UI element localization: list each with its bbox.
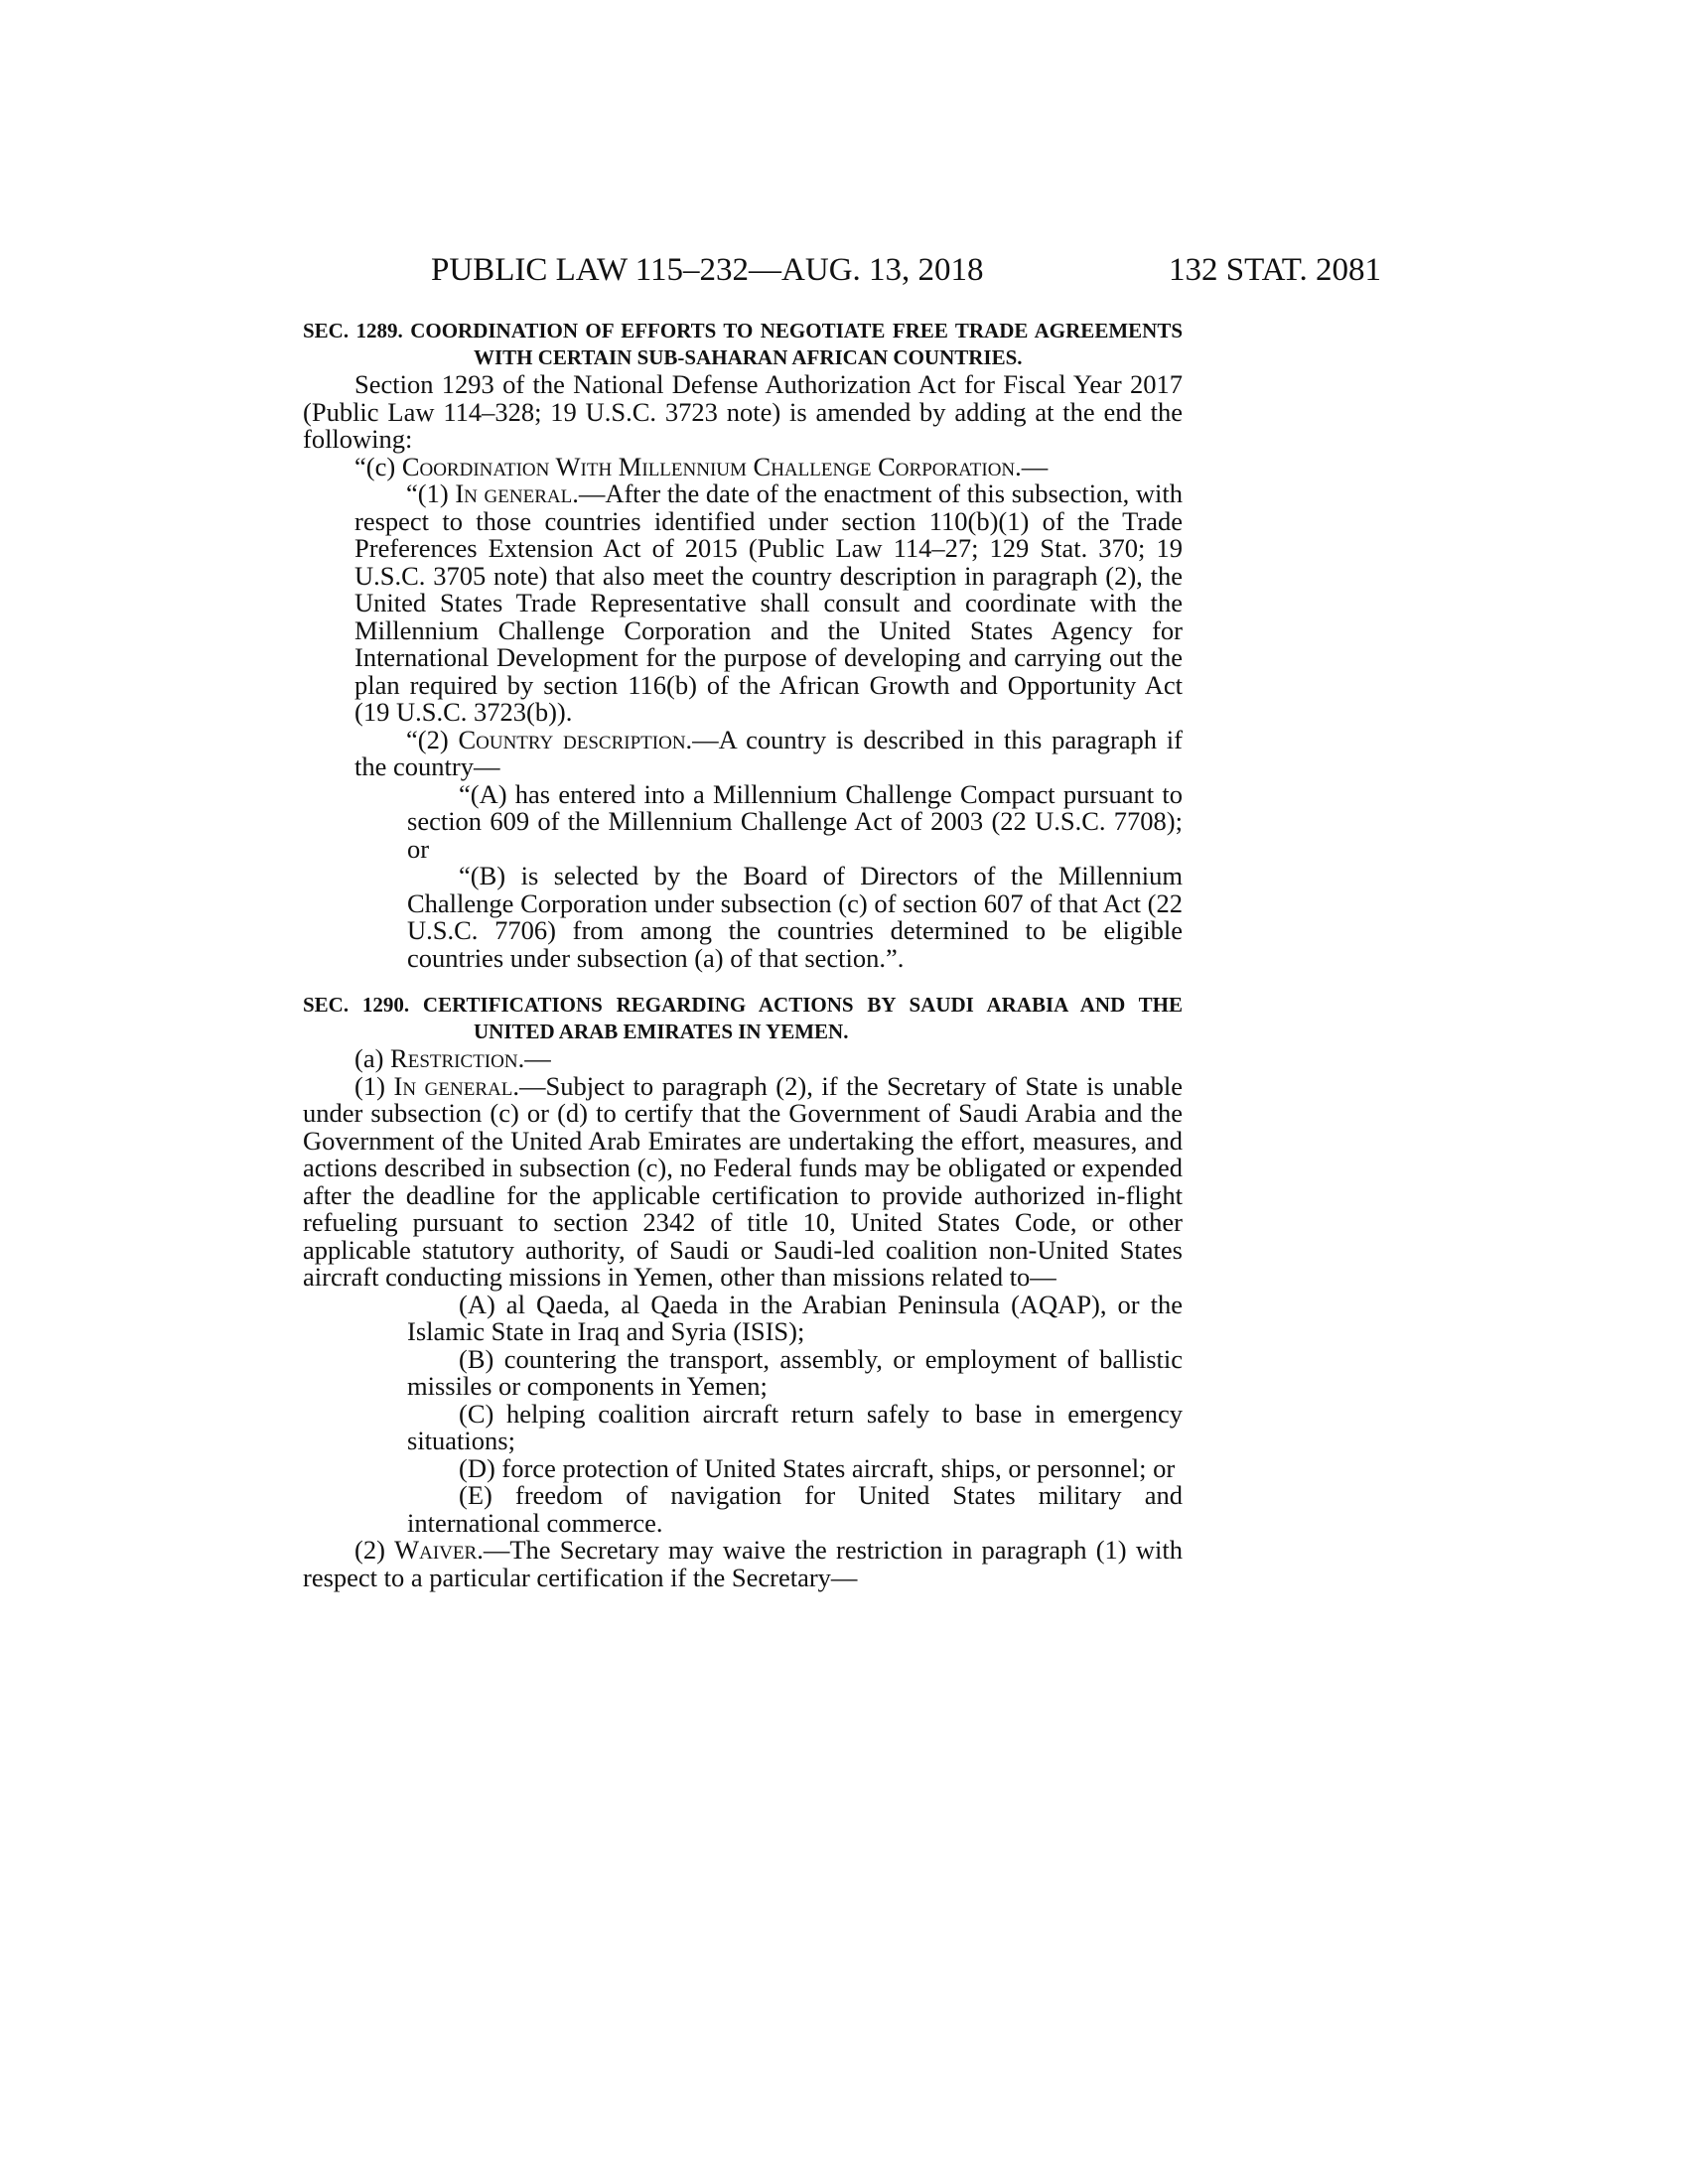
stat-page-number: 132 STAT. 2081 — [1168, 252, 1381, 288]
paragraph-2-heading: Country description — [458, 724, 686, 754]
subsection-a-title: Restriction — [390, 1043, 518, 1073]
restriction-paragraph-1-heading: In general — [393, 1070, 513, 1101]
running-head — [303, 250, 1381, 290]
mission-b: (B) countering the transport, assembly, or employment of ballistic missiles or components in Yemen; — [407, 1343, 1183, 1401]
section-number: SEC. 1290. — [303, 993, 410, 1017]
section-number: SEC. 1289. — [303, 319, 403, 342]
page-title: PUBLIC LAW 115–232—AUG. 13, 2018 — [431, 252, 984, 288]
section-1289-heading — [303, 318, 1183, 371]
mission-d: (D) force protection of United States aircraft, ships, or personnel; or — [459, 1452, 1176, 1483]
waiver-heading: Waiver — [394, 1535, 478, 1565]
subparagraph-a: “(A) has entered into a Millennium Challenge Compact pursuant to section 609 of the Millennium Challenge Act of 2003 (22 U.S.C. 7708); or — [407, 778, 1183, 864]
section-title: CERTIFICATIONS REGARDING ACTIONS BY SAUDI ARABIA AND THE UNITED ARAB EMIRATES IN YEMEN. — [422, 993, 1183, 1043]
mission-c: (C) helping coalition aircraft return safely to base in emergency situations; — [407, 1398, 1183, 1455]
document-body — [303, 318, 1183, 1591]
mission-a: (A) al Qaeda, al Qaeda in the Arabian Peninsula (AQAP), or the Islamic State in Iraq and Syria (ISIS); — [407, 1289, 1183, 1346]
paragraph-1: “(1) In general.—After the date of the enactment of this subsection, with respect to those countries identified under section 110(b)(1) of the Trade Preferences Extension Act of 2015 (Public Law 114–27; 129 Stat. 370; 19 U.S.C. 3705 note) that also meet the country description in paragraph (2), the United States Trade Representative shall consult and coordinate with the Millennium Challenge Corporation and the United States Agency for International Development for the purpose of developing and carrying out the plan required by section 116(b) of the African Growth and Opportunity Act (19 U.S.C. 3723(b)). — [354, 478, 1184, 727]
subsection-c-title: Coordination With Millennium Challenge Corporation — [401, 451, 1016, 481]
section-1290-heading — [303, 992, 1183, 1045]
section-1289-intro: Section 1293 of the National Defense Authorization Act for Fiscal Year 2017 (Public Law 114–328; 19 U.S.C. 3723 note) is amended by adding at the end the following: — [303, 369, 1183, 454]
subsection-a-heading: (a) Restriction.— — [354, 1043, 551, 1073]
section-gap — [303, 972, 1183, 992]
restriction-paragraph-1: (1) In general.—Subject to paragraph (2), if the Secretary of State is unable under subsection (c) or (d) to certify that the Government of Saudi Arabia and the Government of the United Arab Emirates are undertaking the effort, measures, and actions described in subsection (c), no Federal funds may be obligated or expended after the deadline for the applicable certification to provide authorized in-flight refueling pursuant to section 2342 of title 10, United States Code, or other applicable statutory authority, of Saudi or Saudi-led coalition non-United States aircraft conducting missions in Yemen, other than missions related to— — [303, 1070, 1184, 1292]
waiver-paragraph-2: (2) Waiver.—The Secretary may waive the restriction in paragraph (1) with respect to a particular certification if the Secretary— — [303, 1535, 1183, 1592]
paragraph-1-heading: In general — [455, 478, 573, 508]
subparagraph-b: “(B) is selected by the Board of Directors of the Millennium Challenge Corporation under subsection (c) of section 607 of that Act (22 U.S.C. 7706) from among the countries determined to be eligible countries under subsection (a) of that section.”. — [407, 861, 1183, 973]
paragraph-2: “(2) Country description.—A country is described in this paragraph if the country— — [354, 724, 1183, 781]
section-title: COORDINATION OF EFFORTS TO NEGOTIATE FREE TRADE AGREEMENTS WITH CERTAIN SUB-SAHARAN AFRICAN COUNTRIES. — [410, 319, 1183, 369]
mission-e: (E) freedom of navigation for United States military and international commerce. — [407, 1480, 1183, 1538]
subsection-c-heading: “(c) Coordination With Millennium Challenge Corporation.— — [354, 451, 1049, 481]
